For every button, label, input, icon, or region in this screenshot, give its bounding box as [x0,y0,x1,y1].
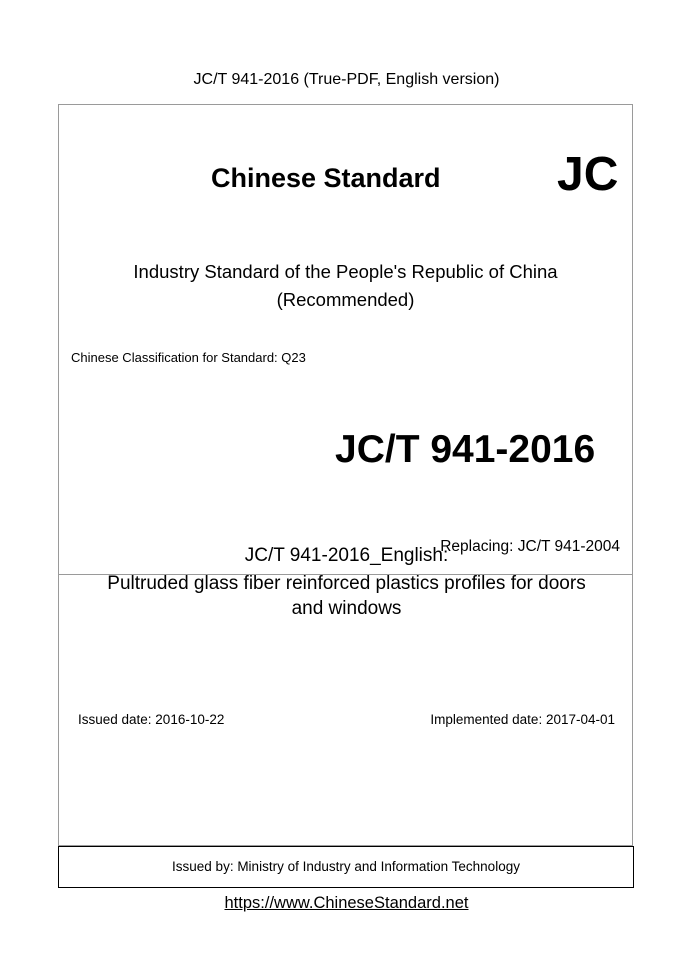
cover-box [58,104,633,846]
document-title-code: JC/T 941-2016_English: [244,545,449,566]
document-title-line: and windows [291,598,402,619]
issuer-box: Issued by: Ministry of Industry and Information Technology [58,846,634,888]
implemented-date: Implemented date: 2017-04-01 [430,712,615,727]
standard-number: JC/T 941-2016 [335,428,596,471]
classification-label: Chinese Classification for Standard: Q23 [71,350,306,365]
jc-logo: JC [557,148,619,201]
chinese-standard-link[interactable]: https://www.ChineseStandard.net [224,894,469,912]
page-header-title: JC/T 941-2016 (True-PDF, English version) [193,71,500,88]
footer-link-container [0,893,693,913]
recommended-label: (Recommended) [276,289,415,310]
issued-date: Issued date: 2016-10-22 [78,712,225,727]
industry-standard-line: Industry Standard of the People's Republic of China [133,261,558,282]
cover-top-section [59,105,632,575]
standard-title: Chinese Standard [211,163,441,193]
replacing-label: Replacing: JC/T 941-2004 [440,538,620,555]
document-title-line: Pultruded glass fiber reinforced plastics profiles for doors [107,573,586,594]
